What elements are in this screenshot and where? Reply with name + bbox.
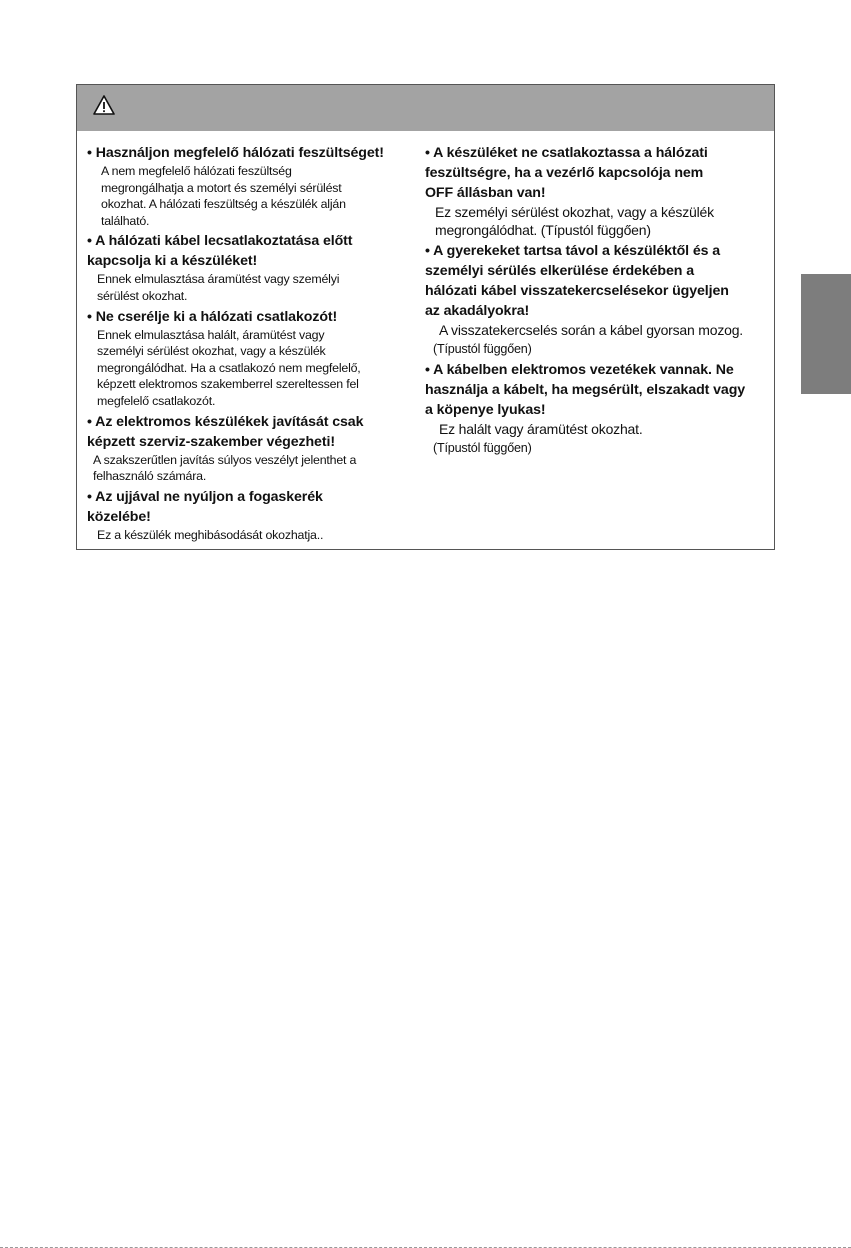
- warning-item: [87, 487, 407, 544]
- item-heading: • Az ujjával ne nyúljon a fogaskerék közelébe!: [87, 488, 323, 525]
- warning-item: [425, 241, 775, 358]
- warning-triangle-icon: [93, 95, 115, 115]
- item-body: Ez személyi sérülést okozhat, vagy a készülék megrongálódhat. (Típustól függően): [435, 204, 714, 238]
- item-heading: • A készüléket ne csatlakoztassa a hálózati feszültségre, ha a vezérlő kapcsolója nem OFF állásban van!: [425, 145, 708, 201]
- item-heading: • Az elektromos készülékek javítását csak képzett szerviz-szakember végezheti!: [87, 413, 364, 450]
- item-body: Ez a készülék meghibásodását okozhatja..: [97, 527, 324, 542]
- item-heading: • Használjon megfelelő hálózati feszültséget!: [87, 145, 384, 161]
- item-note: (Típustól függően): [433, 441, 532, 455]
- warning-item: [87, 143, 407, 229]
- item-note: (Típustól függően): [433, 342, 532, 356]
- side-tab: [801, 274, 851, 394]
- warning-item: [87, 231, 407, 304]
- left-column: [87, 143, 407, 545]
- item-heading: • A kábelben elektromos vezetékek vannak. Ne használja a kábelt, ha megsérült, elszakadt vagy a köpenye lyukas!: [425, 362, 746, 418]
- item-body: A szakszerűtlen javítás súlyos veszélyt jelenthet a felhasználó számára.: [93, 452, 357, 484]
- item-body: A visszatekercselés során a kábel gyorsan mozog.: [439, 322, 743, 338]
- item-body: A nem megfelelő hálózati feszültség megrongálhatja a motort és személyi sérülést okozhat. A hálózati feszültség a készülék alján található.: [101, 164, 346, 228]
- item-heading: • A hálózati kábel lecsatlakoztatása előtt kapcsolja ki a készüléket!: [87, 233, 353, 270]
- item-body: Ennek elmulasztása halált, áramütést vagy személyi sérülést okozhat, vagy a készülék megrongálódhat. Ha a csatlakozó nem megfelelő, képzett elektromos szakemberrel szereltessen fel megfelelő csatlakozót.: [97, 327, 361, 408]
- warning-item: [87, 412, 407, 485]
- item-body: Ennek elmulasztása áramütést vagy személyi sérülést okozhat.: [97, 272, 340, 303]
- item-heading: • A gyerekeket tartsa távol a készüléktől és a személyi sérülés elkerülése érdekében a hálózati kábel visszatekercselésekor ügyeljen az akadályokra!: [425, 243, 729, 319]
- item-heading: • Ne cserélje ki a hálózati csatlakozót!: [87, 308, 338, 325]
- warning-box: [76, 84, 775, 550]
- warning-item: [87, 307, 407, 410]
- warning-item: [425, 360, 775, 457]
- warning-item: [425, 143, 775, 239]
- item-body: Ez halált vagy áramütést okozhat.: [439, 421, 643, 437]
- right-column: [425, 143, 775, 459]
- warning-header: [77, 85, 774, 131]
